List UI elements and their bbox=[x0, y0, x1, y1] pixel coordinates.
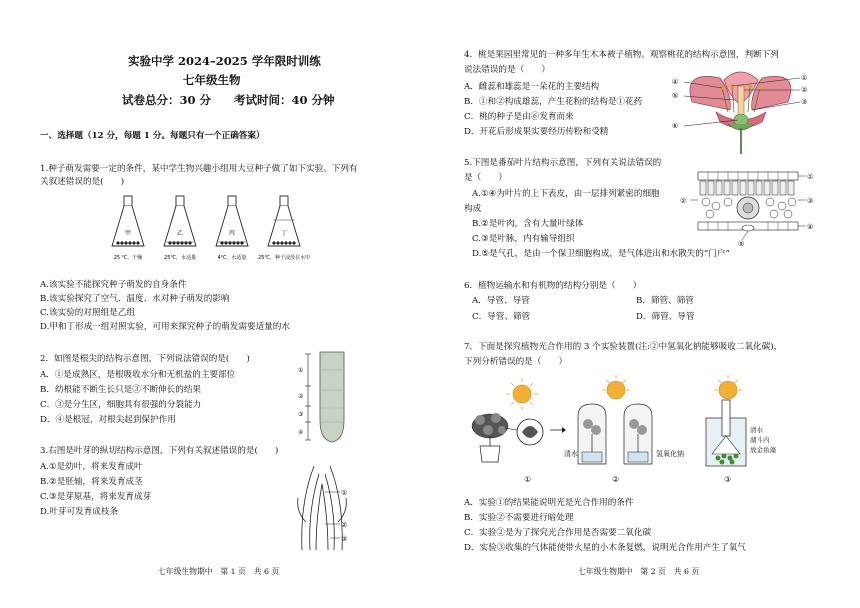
leaf-section-figure bbox=[680, 168, 822, 248]
q5-option-a-cont: 构成 bbox=[464, 204, 482, 214]
flask-ding-caption: 25℃，种子浸没在水中 bbox=[258, 255, 310, 261]
setup-2 bbox=[564, 375, 684, 484]
q1-option-c: C.该实验的对照组是乙组 bbox=[40, 308, 135, 318]
flower-label-2: ② bbox=[801, 86, 808, 94]
q5-option-d: D.⑤是气孔，是由一个保卫细胞构成，是气体进出和水散失的“门户” bbox=[472, 249, 730, 259]
root-label-2: ② bbox=[298, 393, 304, 400]
q7-option-d: D．实验③收集的气体能使带火星的小木条复燃，说明光合作用产生了氧气 bbox=[464, 543, 746, 553]
flask-jia-caption: 25 ℃，干燥 bbox=[113, 255, 143, 261]
leaf-label-4: ④ bbox=[807, 223, 814, 231]
subject-title: 七年级生物 bbox=[183, 73, 241, 87]
leaf-bud-figure bbox=[292, 462, 362, 552]
q1-option-d: D.甲和丁形成一组对照实验，可用来探究种子的萌发需要适量的水 bbox=[40, 322, 290, 332]
bud-label-1: ① bbox=[341, 489, 348, 497]
setup-1-number: ① bbox=[524, 475, 532, 484]
q3-option-c: C.③是芽原基，将来发育成芽 bbox=[40, 492, 152, 502]
q7-option-b: B．实验②不需要进行暗处理 bbox=[464, 513, 574, 523]
root-label-1: ① bbox=[298, 367, 304, 374]
q4-option-b: B．①和②构成雄蕊，产生花粉的结构是①花药 bbox=[464, 97, 643, 107]
q6-option-a: A．导管、导管 bbox=[472, 296, 530, 306]
q2-option-c: C．③是分生区，细胞具有很强的分裂能力 bbox=[40, 400, 202, 410]
q1-option-a: A.该实验不能探究种子萌发的自身条件 bbox=[40, 280, 187, 290]
setup-3-funnel-label: 湖斗内 bbox=[750, 436, 770, 444]
root-tip-figure bbox=[298, 350, 358, 445]
q2-option-a: A．①是成熟区，是根吸收水分和无机盐的主要部位 bbox=[40, 370, 236, 380]
flask-ding-label: 丁 bbox=[280, 230, 288, 237]
q7-stem-line2: 下列分析错误的是（ ） bbox=[464, 357, 568, 367]
q6-stem: 6．植物运输水和有机物的结构分别是（ ） bbox=[464, 281, 642, 291]
q7-stem-line1: 7．下面是探究植物光合作用的 3 个实验装置(注:②中氢氧化钠能够吸收二氧化碳)， bbox=[464, 342, 783, 352]
setup-3-water-label: 清水 bbox=[750, 426, 763, 434]
flower-label-4: ④ bbox=[672, 78, 679, 86]
flower-label-5: ⑤ bbox=[672, 92, 679, 100]
q7-option-c: C．实验②是为了探究光合作用是否需要二氧化碳 bbox=[464, 528, 652, 538]
q5-option-a: A.①④为叶片的上下表皮，由一层排列紧密的细胞 bbox=[472, 189, 660, 199]
leaf-label-3: ③ bbox=[807, 197, 814, 205]
q3-option-b: B.②是胚轴，将来发育成茎 bbox=[40, 477, 143, 487]
setup-2-naoh-label: 氢氧化钠 bbox=[656, 450, 684, 458]
q6-option-d: D．筛管、导管 bbox=[636, 312, 695, 322]
flask-bing-label: 丙 bbox=[228, 230, 236, 237]
leaf-label-2: ② bbox=[680, 197, 687, 205]
q5-stem-line2: 是（ ） bbox=[464, 173, 507, 183]
setup-3 bbox=[706, 375, 777, 484]
q6-option-c: C．导管、筛管 bbox=[472, 312, 531, 322]
flask-yi-label: 乙 bbox=[176, 230, 184, 237]
setup-3-number: ③ bbox=[724, 475, 732, 484]
leaf-label-5: ⑤ bbox=[738, 240, 745, 248]
setup-2-number: ② bbox=[612, 475, 620, 484]
page-2 bbox=[430, 0, 860, 608]
page-footer-left: 七年级生物期中 第 1 页 共 6 页 bbox=[158, 567, 280, 576]
q3-stem: 3.右图是叶芽的纵切结构示意图，下列有关叙述错误的是( ) bbox=[40, 446, 279, 456]
q1-flasks-figure bbox=[108, 196, 328, 268]
q5-option-b: B.②是叶肉，含有大量叶绿体 bbox=[472, 219, 584, 229]
leaf-label-1: ① bbox=[807, 173, 814, 181]
q4-option-c: C．桃的种子是由⑥发育而来 bbox=[464, 112, 574, 122]
section-heading: 一、选择题（12 分，每题 1 分。每题只有一个正确答案） bbox=[40, 131, 265, 141]
bud-label-2: ② bbox=[341, 521, 348, 529]
q4-option-d: D．开花后形成果实要经历传粉和受精 bbox=[464, 127, 609, 137]
q7-option-a: A．实验①的结果能说明光是光合作用的条件 bbox=[464, 498, 634, 508]
q1-stem-line1: 1.种子萌发需要一定的条件，某中学生物兴趣小组用大豆种子做了如下实验。下列有 bbox=[40, 164, 358, 174]
q5-stem-line1: 5.下图是番茄叶片结构示意图，下列有关说法错误的 bbox=[464, 158, 662, 168]
flower-label-6: ⑥ bbox=[672, 122, 679, 130]
flask-jia-label: 甲 bbox=[124, 230, 132, 237]
q5-option-c: C.③是叶脉，内有输导组织 bbox=[472, 234, 575, 244]
q4-option-a: A．雌蕊和雄蕊是一朵花的主要结构 bbox=[464, 82, 600, 92]
page-footer-right: 七年级生物期中 第 2 页 共 6 页 bbox=[578, 567, 700, 576]
q1-option-b: B.该实验探究了空气、温度、水对种子萌发的影响 bbox=[40, 294, 230, 304]
photosynthesis-experiments-figure bbox=[466, 372, 786, 488]
flask-jia bbox=[112, 196, 144, 261]
peach-flower-figure bbox=[672, 64, 812, 156]
bud-label-3: ③ bbox=[341, 535, 348, 543]
flask-bing bbox=[216, 196, 248, 261]
q3-option-a: A.①是幼叶，将来发育成叶 bbox=[40, 462, 143, 472]
flask-yi-caption: 25℃，水适量 bbox=[164, 255, 196, 261]
q3-option-d: D.叶芽可发育成枝条 bbox=[40, 507, 119, 517]
flower-label-1: ① bbox=[801, 74, 808, 82]
flask-bing-caption: 4℃，水适量 bbox=[217, 255, 247, 261]
flask-ding bbox=[258, 196, 310, 261]
q2-option-d: D．④是根冠，对根尖起到保护作用 bbox=[40, 415, 176, 425]
setup-1 bbox=[472, 378, 543, 484]
root-label-4: ④ bbox=[298, 429, 304, 436]
q4-stem-line2: 说法错误的是（ ） bbox=[464, 65, 550, 75]
q4-stem-line1: 4．桃是果园里常见的一种多年生木本被子植物。观察桃花的结构示意图，判断下列 bbox=[464, 50, 779, 60]
root-label-3: ③ bbox=[298, 411, 304, 418]
flower-label-3: ③ bbox=[801, 98, 808, 106]
q6-option-b: B．筛管、筛管 bbox=[636, 296, 694, 306]
school-title: 实验中学 2024–2025 学年限时训练 bbox=[128, 54, 321, 68]
q2-option-b: B．幼根能不断生长只是③不断伸长的结果 bbox=[40, 385, 202, 395]
setup-3-goldfish-label: 放金鱼藻 bbox=[750, 446, 776, 454]
q1-stem-line2: 关叙述错误的是( ) bbox=[40, 177, 125, 187]
score-info: 试卷总分：30 分 考试时间：40 分钟 bbox=[122, 93, 335, 107]
q2-stem: 2．如图是根尖的结构示意图，下列说法错误的是( ) bbox=[40, 354, 250, 364]
setup-2-water-label: 清水 bbox=[564, 450, 578, 458]
flask-yi bbox=[164, 196, 196, 261]
